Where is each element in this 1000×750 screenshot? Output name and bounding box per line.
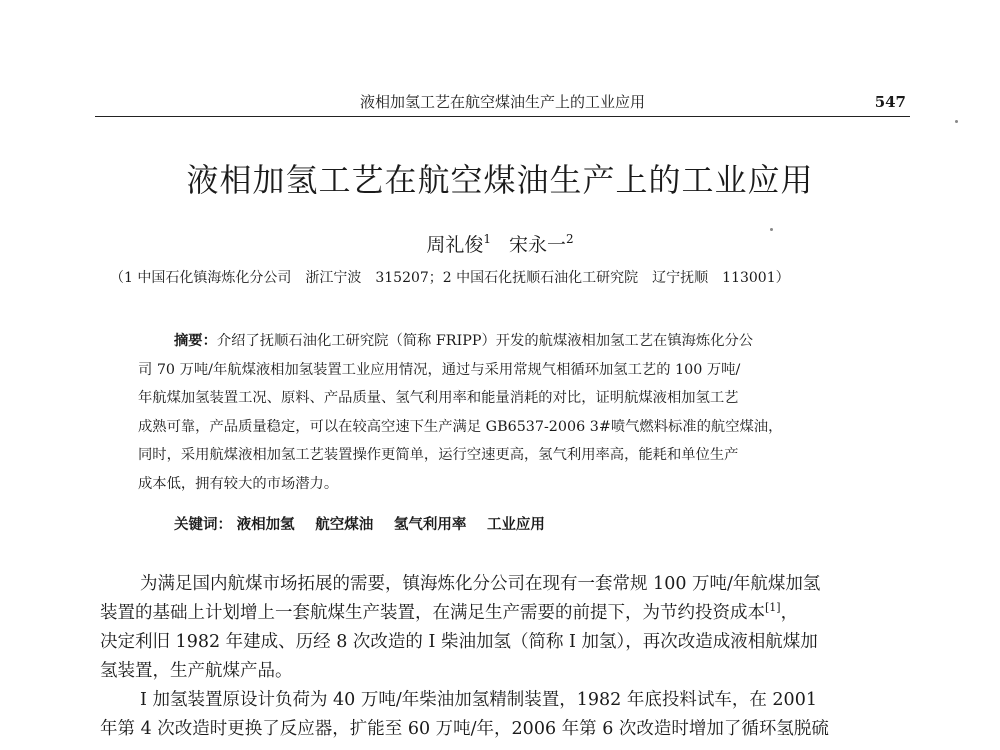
abstract-line: 同时，采用航煤液相加氢工艺装置操作更简单，运行空速更高，氢气利用率高，能耗和单位生产 xyxy=(138,447,739,463)
paper-title: 液相加氢工艺在航空煤油生产上的工业应用 xyxy=(186,161,814,199)
abstract-line: 成熟可靠，产品质量稳定，可以在较高空速下生产满足 GB6537-2006 3#喷气燃料标准的航空煤油， xyxy=(138,418,783,435)
affiliation: （1 中国石化镇海炼化分公司 浙江宁波 315207；2 中国石化抚顺石油化工研究院 辽宁抚顺 113001） xyxy=(110,270,790,286)
page-number: 547 xyxy=(874,93,906,111)
running-header xyxy=(95,92,910,117)
body-line: 年第 4 次改造时更换了反应器，扩能至 60 万吨/年，2006 年第 6 次改造时增加了循环氢脱硫 xyxy=(100,719,829,739)
citation-ref: [1] xyxy=(765,601,781,614)
abstract-line: 年航煤加氢装置工况、原料、产品质量、氢气利用率和能量消耗的对比，证明航煤液相加氢工艺 xyxy=(138,390,739,406)
scan-speck xyxy=(955,120,958,123)
scan-speck xyxy=(770,228,773,231)
abstract-line: 成本低，拥有较大的市场潜力。 xyxy=(138,475,339,492)
author-list xyxy=(0,232,1000,258)
body-line: 为满足国内航煤市场拓展的需要，镇海炼化分公司在现有一套常规 100 万吨/年航煤加氢 xyxy=(140,574,821,594)
keywords-label: 关键词： xyxy=(174,516,232,533)
body-line: I 加氢装置原设计负荷为 40 万吨/年柴油加氢精制装置，1982 年底投料试车，在 2001 xyxy=(140,690,817,710)
body-line: 装置的基础上计划增上一套航煤生产装置，在满足生产需要的前提下，为节约投资成本[1]， xyxy=(100,601,799,623)
keywords xyxy=(174,512,561,538)
abstract-line: 司 70 万吨/年航煤液相加氢装置工业应用情况，通过与采用常规气相循环加氢工艺的 100 万吨/ xyxy=(138,361,741,378)
keyword: 氢气利用率 xyxy=(393,516,467,533)
abstract-line: 摘要：介绍了抚顺石油化工研究院（简称 FRIPP）开发的航煤液相加氢工艺在镇海炼化分公 xyxy=(174,333,754,349)
running-title: 液相加氢工艺在航空煤油生产上的工业应用 xyxy=(359,93,645,111)
keyword: 工业应用 xyxy=(486,516,545,533)
keyword: 航空煤油 xyxy=(315,516,374,533)
body-text xyxy=(100,570,915,744)
abstract-label: 摘要： xyxy=(174,333,217,349)
keyword: 液相加氢 xyxy=(236,516,295,533)
author-affiliation-mark: 2 xyxy=(566,232,574,246)
author-affiliation-mark: 1 xyxy=(483,232,491,246)
author-name: 周礼俊 xyxy=(426,234,484,256)
abstract xyxy=(138,327,876,498)
body-line: 决定利旧 1982 年建成、历经 8 次改造的 I 柴油加氢（简称 I 加氢），再次改造成液相航煤加 xyxy=(100,632,818,652)
author-name: 宋永一 xyxy=(509,234,567,256)
body-line: 氢装置，生产航煤产品。 xyxy=(100,661,293,681)
